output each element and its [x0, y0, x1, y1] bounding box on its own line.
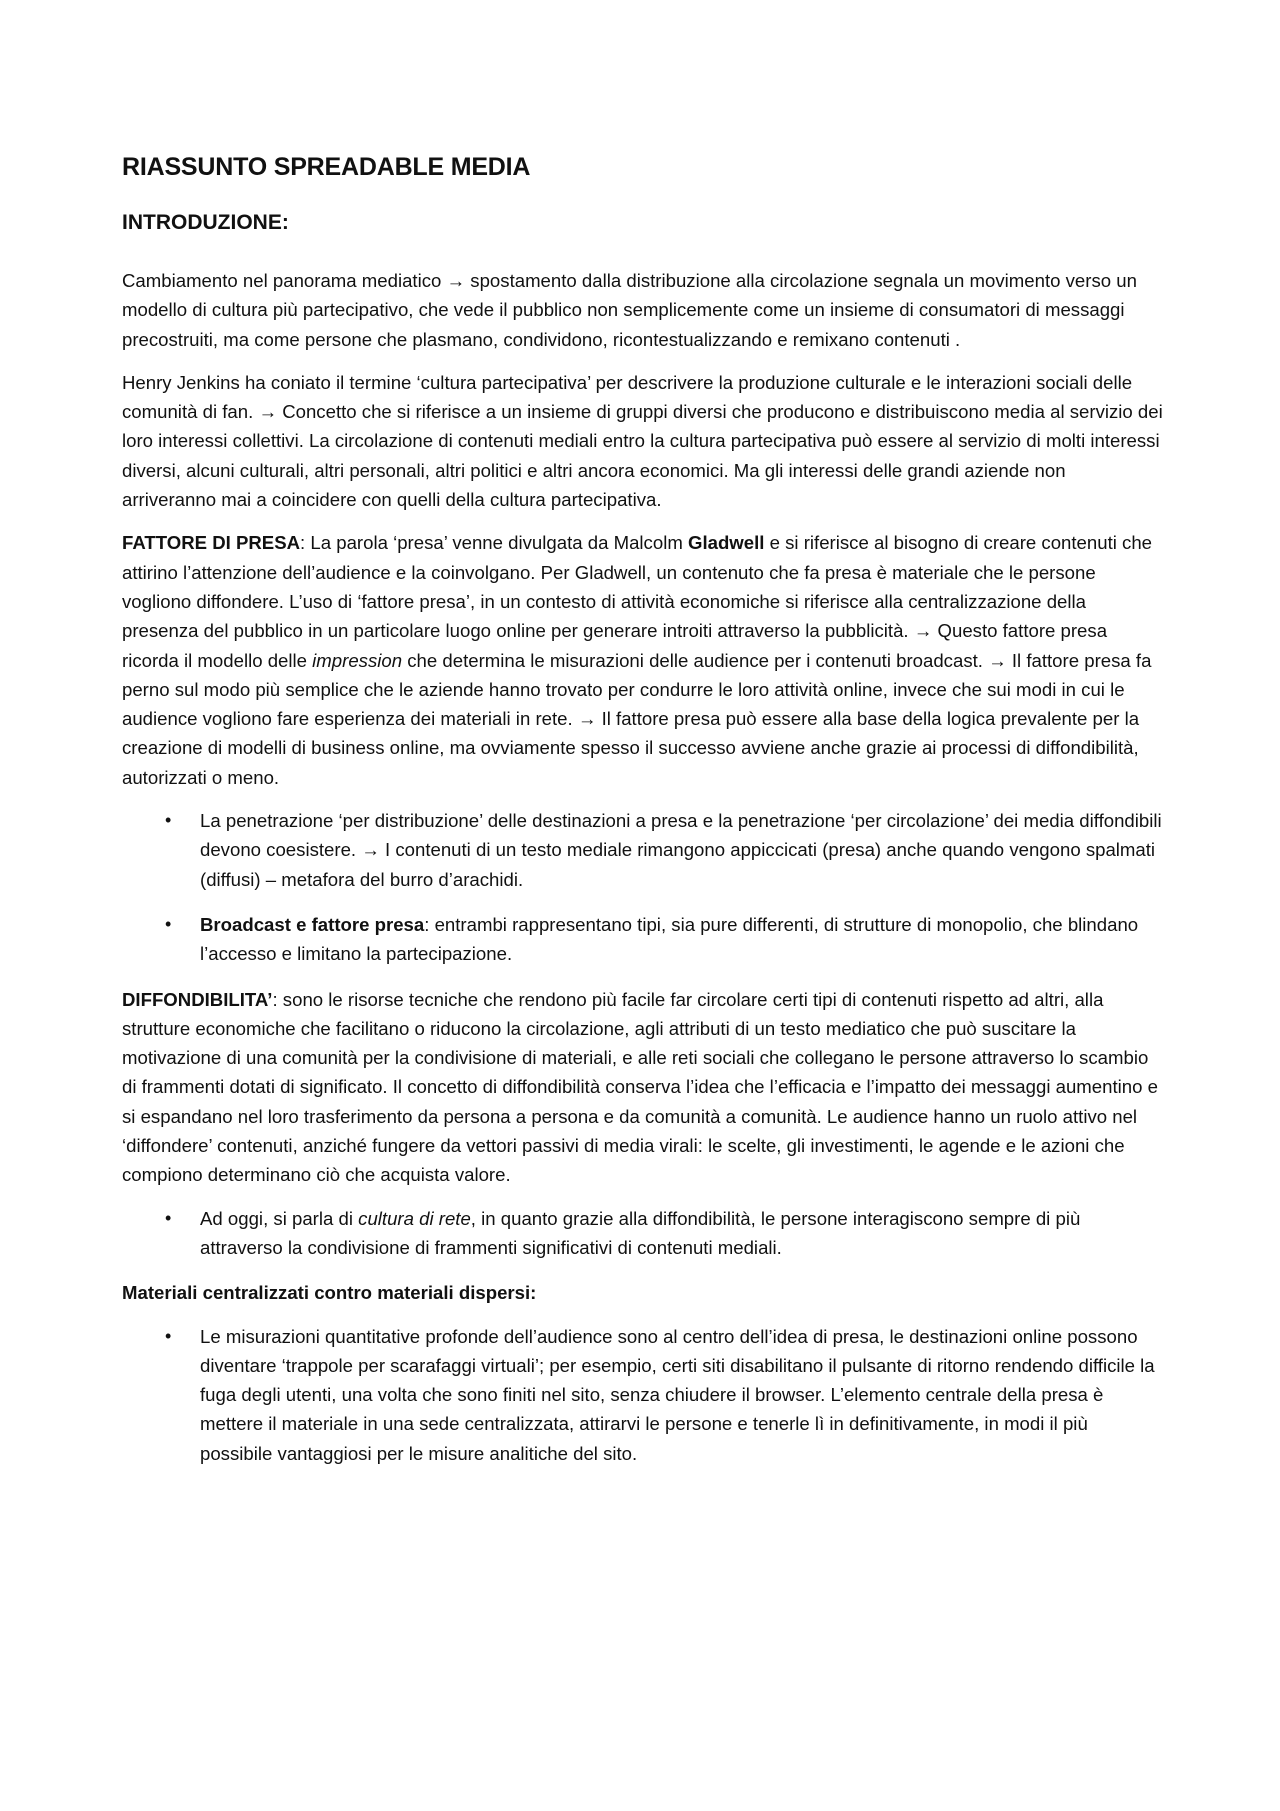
list-item: [122, 1204, 1164, 1263]
text-run: Le misurazioni quantitative profonde dell’audience sono al centro dell’idea di presa, le destinazioni online possono diventare ‘trappole per scarafaggi virtuali’; per esempio, certi siti disabilitano il pulsante di ritorno rendendo difficile la fuga degli utenti, una volta che sono finiti nel sito, senza chiudere il browser. L’elemento centrale della presa è mettere il materiale in una sede centralizzata, attirarvi le persone e tenerle lì in definitivamente, in modi il più possibile vantaggiosi per le misure analitiche del sito.: [200, 1325, 1155, 1464]
italic-term: cultura di rete: [358, 1207, 471, 1229]
bullet-icon: •: [165, 1325, 172, 1346]
list-item: [122, 806, 1164, 894]
list-item: [122, 1322, 1164, 1468]
term-label: DIFFONDIBILITA’: [122, 988, 273, 1010]
text-run: Il fattore presa può essere alla base della logica prevalente per la creazione di modelli di business online, ma ovviamente spesso il successo avviene anche grazie ai processi di diffondibilità, autorizzati o meno.: [122, 708, 1140, 788]
text-run: : entrambi rappresentano tipi, sia pure differenti, di strutture di monopolio, che blindano l’accesso e limitano la partecipazione.: [200, 913, 1139, 965]
term-label: FATTORE DI PRESA: [122, 532, 301, 554]
text-run: e si riferisce al bisogno di creare contenuti che attirino l’attenzione dell’audience e la coinvolgano. Per Gladwell, un contenuto che fa presa è materiale che le persone vogliono diffondere. L’uso di ‘fattore presa’, in un contesto di attività economiche si riferisce alla centralizzazione della presenza del pubblico in un particolare luogo online per generare introiti attraverso la pubblicità.: [122, 532, 1153, 642]
arrow-icon: →: [988, 649, 1007, 671]
arrow-icon: →: [913, 620, 933, 642]
text-run: : La parola ‘presa’ venne divulgata da Malcolm: [300, 532, 688, 554]
document-title: RIASSUNTO SPREADABLE MEDIA: [122, 153, 531, 181]
list-item: [122, 910, 1164, 969]
paragraph-intro: [122, 266, 1164, 354]
bullet-list: [122, 806, 1164, 968]
paragraph-diffondibilita: [122, 985, 1164, 1190]
text-run: che determina le misurazioni delle audience per i contenuti broadcast.: [402, 649, 989, 671]
text-run: Questo fattore presa ricorda il modello delle: [122, 620, 1108, 671]
arrow-icon: →: [258, 401, 278, 423]
text-run: Il fattore presa fa perno sul modo più semplice che le aziende hanno trovato per condurre le loro attività online, invece che sui modi in cui le audience vogliono fare esperienza dei materiali in rete.: [122, 649, 1152, 730]
bullet-list: [122, 1322, 1164, 1468]
text-run: Cambiamento nel panorama mediatico: [122, 270, 447, 291]
bullet-icon: •: [165, 913, 172, 934]
text-run: I contenuti di un testo mediale rimangono appiccicati (presa) anche quando vengono spalmati (diffusi) – metafora del burro d’arachidi.: [200, 839, 1156, 890]
text-run: Ad oggi, si parla di: [200, 1207, 359, 1229]
text-run: : sono le risorse tecniche che rendono più facile far circolare certi tipi di contenuti rispetto ad altri, alla strutture economiche che facilitano o riducono la circolazione, agli attributi di un testo mediatico che può suscitare la motivazione di una comunità per la condivisione di materiali, e alle reti sociali che collegano le persone attraverso lo scambio di frammenti dotati di significato. Il concetto di diffondibilità conserva l’idea che l’efficacia e l’impatto dei messaggi aumentino e si espandano nel loro trasferimento da persona a persona e da comunità a comunità. Le audience hanno un ruolo attivo nel ‘diffondere’ contenuti, anziché fungere da vettori passivi di media virali: le scelte, gli investimenti, le agende e le azioni che compiono determinano ciò che acquista valore.: [122, 988, 1158, 1186]
text-run: Concetto che si riferisce a un insieme di gruppi diversi che producono e distribuiscono media al servizio dei loro interessi collettivi. La circolazione di contenuti mediali entro la cultura partecipativa può essere al servizio di molti interessi diversi, alcuni culturali, altri personali, altri politici e altri ancora economici. Ma gli interessi delle grandi aziende non arriveranno mai a coincidere con quelli della cultura partecipativa.: [122, 401, 1163, 511]
text-run: Henry Jenkins ha coniato il termine ‘cultura partecipativa’ per descrivere la produzione culturale e le interazioni sociali delle comunità di fan.: [122, 371, 1133, 423]
paragraph-jenkins: [122, 368, 1164, 514]
arrow-icon: →: [446, 270, 466, 291]
paragraph-fattore-presa: [122, 528, 1164, 792]
italic-term: impression: [312, 649, 403, 671]
arrow-icon: →: [577, 708, 597, 730]
section-heading: Materiali centralizzati contro materiali dispersi:: [122, 1282, 537, 1304]
text-run: spostamento dalla distribuzione alla circolazione segnala un movimento verso un modello di cultura più partecipativo, che vede il pubblico non semplicemente come un insieme di consumatori di messaggi precostruiti, ma come persone che plasmano, condividono, ricontestualizzando e remixano contenuti .: [122, 270, 1137, 350]
term-label: Broadcast e fattore presa: [200, 913, 425, 935]
bullet-icon: •: [165, 1207, 172, 1228]
author-name: Gladwell: [687, 532, 765, 554]
bullet-list: [122, 1204, 1164, 1263]
arrow-icon: →: [361, 839, 380, 861]
bullet-icon: •: [165, 810, 172, 831]
text-run: La penetrazione ‘per distribuzione’ delle destinazioni a presa e la penetrazione ‘per circolazione’ dei media diffondibili devono coesistere.: [200, 810, 1162, 861]
text-run: , in quanto grazie alla diffondibilità, le persone interagiscono sempre di più attraverso la condivisione di frammenti significativi di contenuti mediali.: [200, 1207, 1081, 1258]
intro-heading: INTRODUZIONE:: [122, 211, 289, 234]
